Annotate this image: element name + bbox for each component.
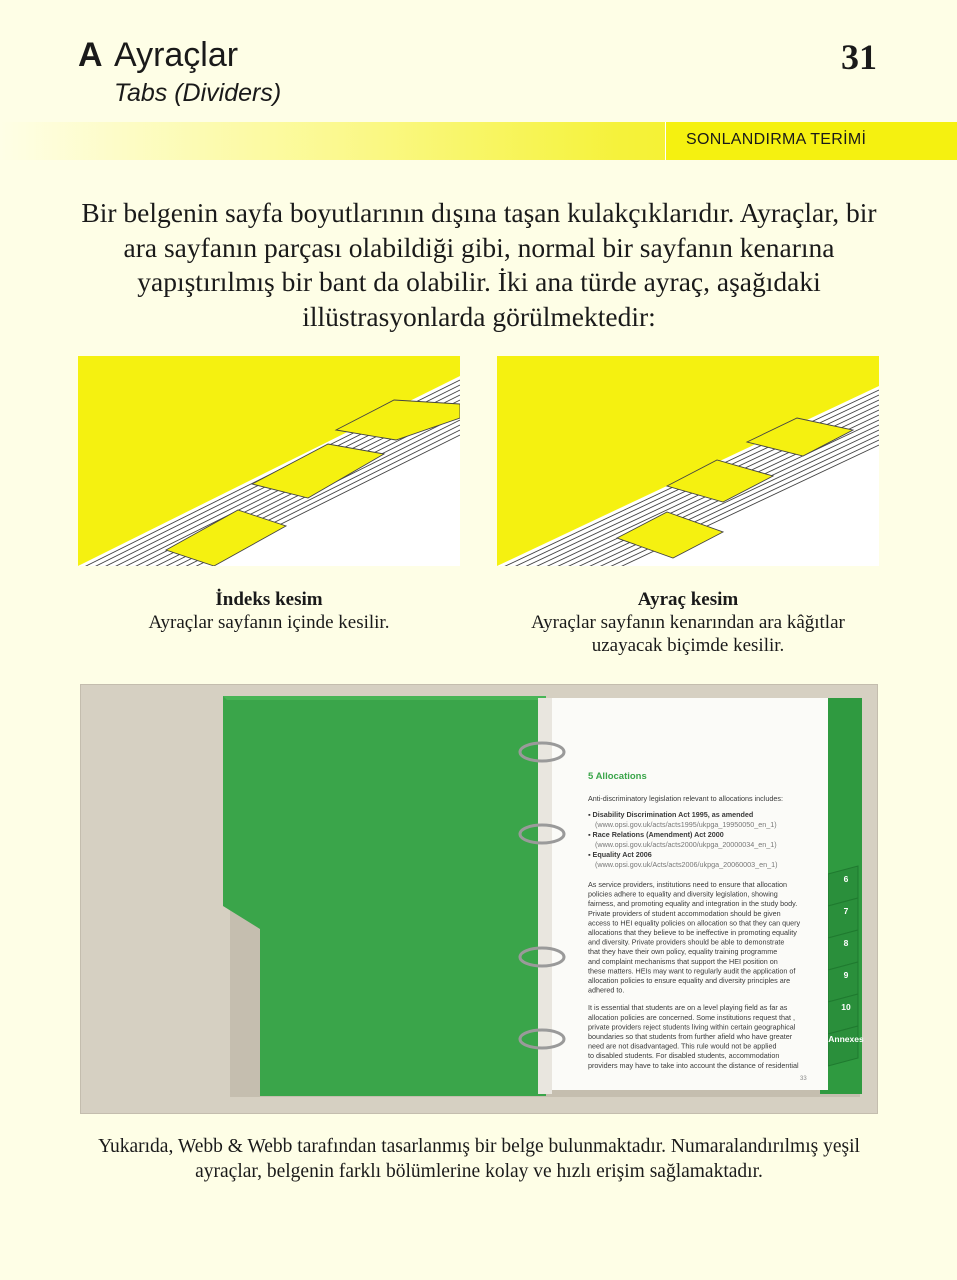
index-cut-text: Ayraçlar sayfanın içinde kesilir. (148, 612, 390, 633)
section-tab-label: 10 (841, 1002, 851, 1012)
doc-line: these matters. HEIs may want to regularly audit the application of (588, 966, 796, 976)
intro-paragraph: Bir belgenin sayfa boyutlarının dışına taşan kulakçıklarıdır. Ayraçlar, bir ara sayfanın parçası olabildiği gibi, normal bir sayfanın kenarına yapıştırılmış bir bant da olabilir. İki ana türde ayraç, aşağıdaki illüstrasyonlarda görülmektedir: (81, 197, 877, 332)
doc-heading: 5 Allocations (588, 771, 647, 782)
doc-line: allocation policies are concerned. Some institutions request that , (588, 1012, 795, 1022)
doc-line: to disabled students. For disabled students, accommodation (588, 1051, 780, 1061)
doc-bullet-url: (www.opsi.gov.uk/acts/acts2000/ukpga_20000034_en_1) (595, 840, 777, 849)
section-label: SONLANDIRMA TERİMİ (686, 131, 867, 148)
doc-line: and diversity. Private providers should be able to demonstrate (588, 937, 785, 947)
doc-line: allocation policies to ensure equality and diversity principles are (588, 976, 791, 985)
index-cut-title: İndeks kesim (215, 589, 323, 610)
section-tab-label: 9 (843, 970, 849, 980)
doc-bullet-url: (www.opsi.gov.uk/Acts/acts2006/ukpga_20060003_en_1) (595, 860, 778, 869)
section-tab-label: 7 (843, 906, 849, 916)
section-tab-label: 6 (843, 874, 849, 884)
doc-line: and complaint mechanisms that support the HEI position on (588, 956, 778, 966)
tab-cut-text: Ayraçlar sayfanın kenarından ara kâğıtlar uzayacak biçimde kesilir. (531, 612, 845, 656)
doc-line: private providers reject students living within certain geographical (588, 1022, 796, 1032)
tab-cut-title: Ayraç kesim (637, 589, 739, 610)
doc-bullet-title: ▪ Race Relations (Amendment) Act 2000 (588, 830, 724, 839)
index-cut-illustration (78, 356, 460, 566)
section-tab-label: Annexes (828, 1034, 864, 1044)
doc-bullet-title: ▪ Equality Act 2006 (588, 850, 652, 859)
page-subtitle: Tabs (Dividers) (114, 79, 282, 107)
doc-bullet-title: ▪ Disability Discrimination Act 1995, as amended (588, 810, 754, 819)
doc-line: boundaries so that students from further afield who have greater (588, 1032, 793, 1041)
tab-cut-illustration (497, 356, 879, 566)
section-tab-label: 8 (843, 938, 849, 948)
page-number: 31 (841, 37, 877, 77)
doc-line: allocations that they believe to be ineffective in promoting equality (588, 928, 797, 937)
doc-line: It is essential that students are on a level playing field as far as (588, 1003, 788, 1013)
page-title: Ayraçlar (114, 36, 239, 74)
doc-bullet-url: (www.opsi.gov.uk/acts/acts1995/ukpga_19950050_en_1) (595, 820, 777, 829)
doc-line: providers may have to take into account the distance of residential (588, 1060, 799, 1070)
section-letter: A (78, 36, 103, 74)
footer-caption: Yukarıda, Webb & Webb tarafından tasarlanmış bir belge bulunmaktadır. Numaralandırılmış yeşil ayraçlar, belgenin farklı bölümlerine kolay ve hızlı erişim sağlamaktadır. (98, 1136, 860, 1182)
doc-intro: Anti-discriminatory legislation relevant to allocations includes: (588, 794, 783, 803)
doc-line: need are not disadvantaged. This rule would not be applied (588, 1041, 777, 1051)
doc-line: that they have their own policy, equality training programme (588, 947, 778, 957)
doc-page-number: 33 (800, 1076, 807, 1082)
green-divider-left (223, 696, 546, 1096)
doc-line: adhered to. (588, 985, 625, 995)
tab-cut-caption (497, 588, 879, 657)
doc-line: fairness, and promoting equality and integration in the study body. (588, 899, 798, 909)
doc-line: As service providers, institutions need to ensure that allocation (588, 880, 787, 889)
doc-line: Private providers of student accommodation should be given (588, 908, 781, 918)
doc-line: access to HEI equality policies on allocation so that they can query (588, 918, 801, 928)
doc-line: policies adhere to equality and diversity legislation, showing (588, 889, 778, 899)
binder-photo (80, 684, 878, 1114)
index-cut-caption (78, 588, 460, 634)
